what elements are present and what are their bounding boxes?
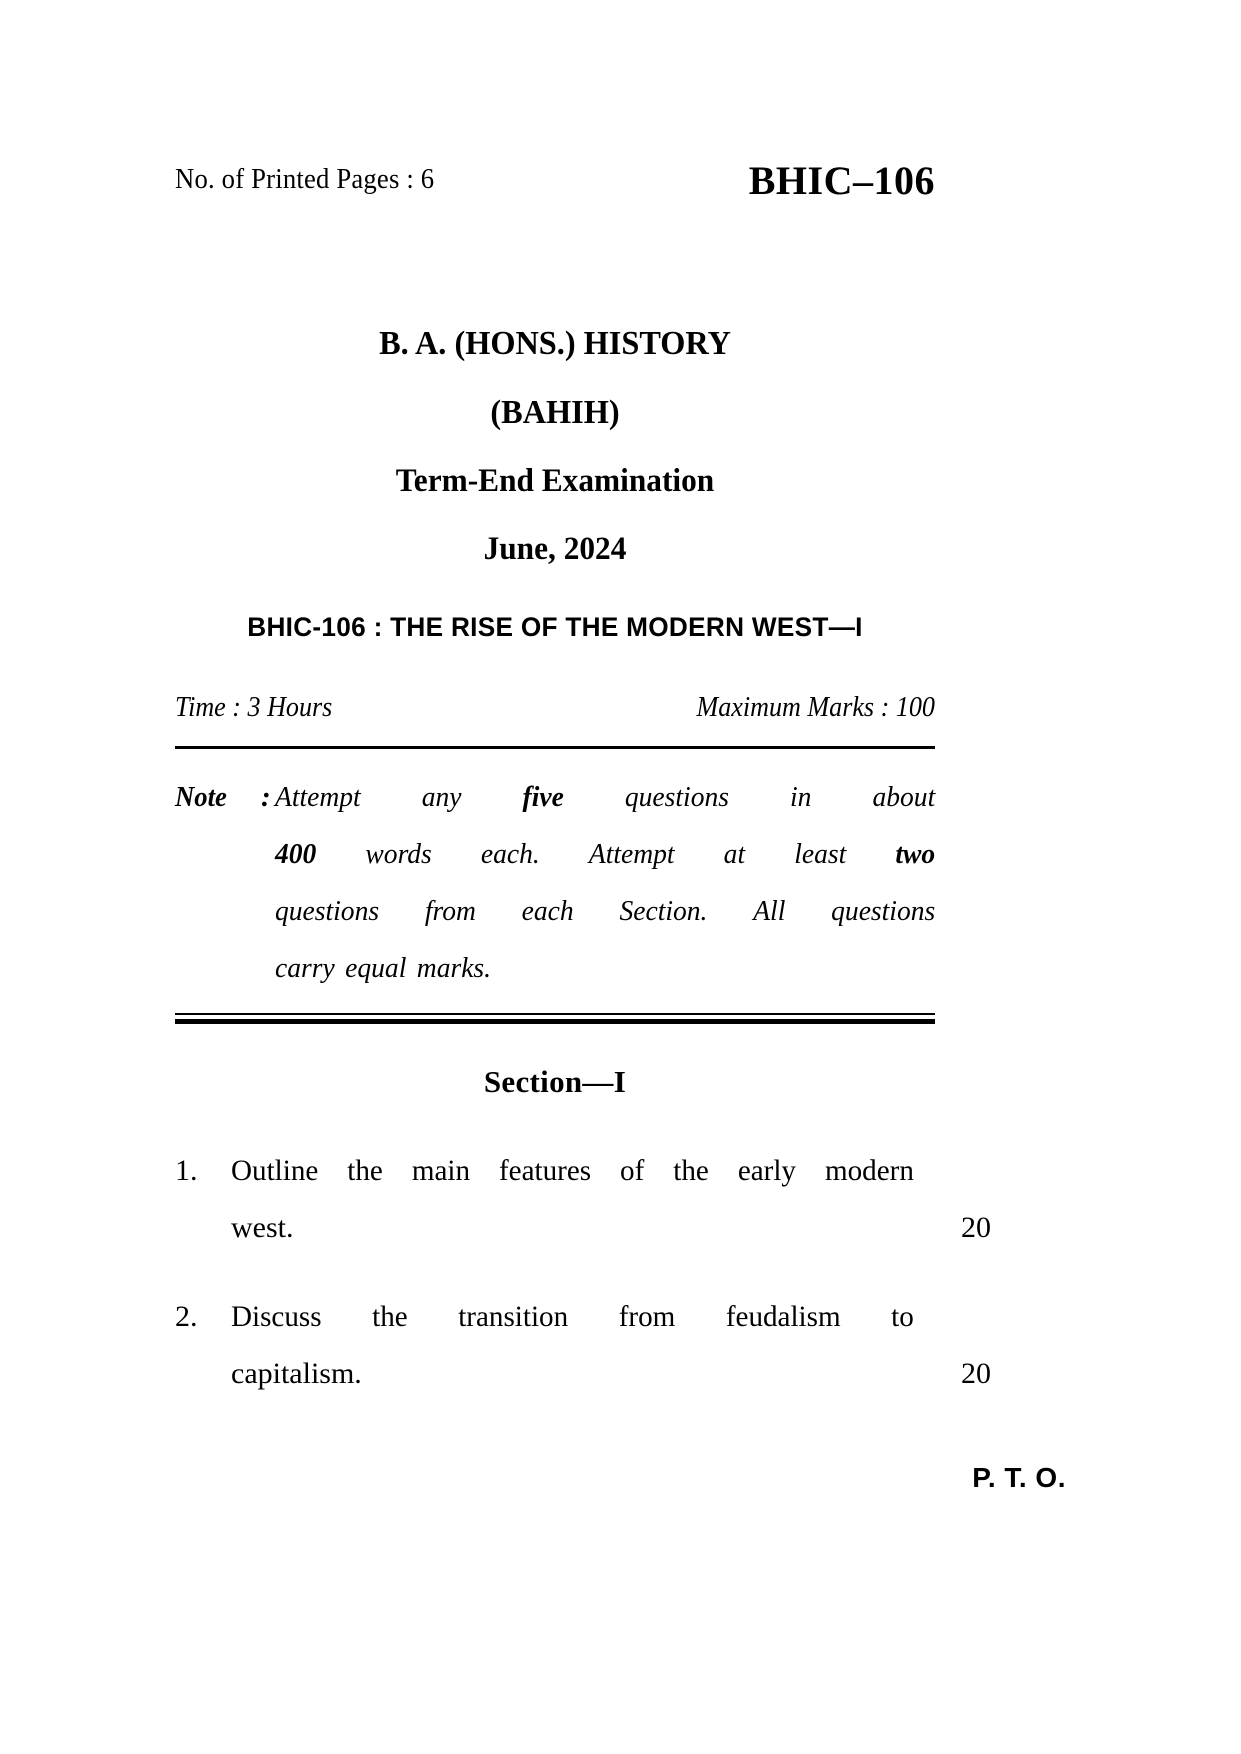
note-word: words xyxy=(365,838,432,870)
note-word: questions xyxy=(275,895,380,927)
question-word: features xyxy=(498,1154,592,1187)
subject-title: BHIC-106 : THE RISE OF THE MODERN WEST—I xyxy=(247,612,863,642)
question-word: early xyxy=(737,1154,796,1187)
question-body xyxy=(231,1288,991,1402)
programme-code-title: (BAHIH) xyxy=(490,394,620,431)
question-number: 1. xyxy=(175,1154,198,1187)
question-marks: 20 xyxy=(961,1211,991,1244)
question-text-line xyxy=(231,1199,991,1256)
examination-session: June, 2024 xyxy=(483,531,627,567)
note-word: each. xyxy=(480,838,540,870)
note-word: equal xyxy=(345,952,407,984)
note-word-emphasis: 400 xyxy=(275,838,317,870)
note-line-4 xyxy=(175,940,935,997)
note-word: each xyxy=(521,895,574,927)
note-text-line-2 xyxy=(275,826,935,883)
question-text-line xyxy=(231,1288,914,1345)
note-word: any xyxy=(421,781,462,813)
question-word: to xyxy=(891,1300,914,1333)
question-word: capitalism. xyxy=(231,1357,362,1390)
divider-thick-rule xyxy=(175,1019,935,1024)
time-allowed: Time : 3 Hours xyxy=(175,691,333,723)
note-word: at xyxy=(723,838,746,870)
question-body xyxy=(231,1142,991,1256)
page-content xyxy=(175,0,991,1434)
note-word: All xyxy=(753,895,786,927)
section-divider xyxy=(175,1013,935,1024)
note-line-2 xyxy=(175,826,935,883)
question-word: main xyxy=(411,1154,471,1187)
note-word-emphasis: five xyxy=(522,781,564,813)
note-colon: : xyxy=(261,781,271,813)
question-word: west. xyxy=(231,1211,294,1244)
question-word: of xyxy=(620,1154,645,1187)
note-word-emphasis: two xyxy=(895,838,936,870)
section-heading: Section—I xyxy=(483,1064,627,1099)
page-header xyxy=(175,158,935,219)
header-divider xyxy=(175,746,935,749)
question-word: Outline xyxy=(231,1154,319,1187)
question-word: Discuss xyxy=(231,1300,322,1333)
examination-type: Term-End Examination xyxy=(395,463,715,499)
course-code: BHIC–106 xyxy=(748,158,935,203)
note-label: Note xyxy=(175,781,227,813)
title-block xyxy=(175,327,935,566)
questions-list xyxy=(175,1142,991,1402)
question-word: the xyxy=(347,1154,383,1187)
note-line-1 xyxy=(175,769,935,826)
maximum-marks: Maximum Marks : 100 xyxy=(696,691,935,723)
page-turn-over-label: P. T. O. xyxy=(972,1462,1066,1493)
note-line-3 xyxy=(175,883,935,940)
note-block xyxy=(175,769,935,997)
note-word: in xyxy=(790,781,812,813)
question-item xyxy=(175,1288,991,1402)
note-word: marks. xyxy=(416,952,492,984)
note-word: questions xyxy=(831,895,936,927)
note-text-line-1 xyxy=(275,769,935,826)
question-item xyxy=(175,1142,991,1256)
question-word: from xyxy=(618,1300,676,1333)
note-word: Attempt xyxy=(588,838,675,870)
question-marks: 20 xyxy=(961,1357,991,1390)
question-word: modern xyxy=(824,1154,914,1187)
question-text-line xyxy=(231,1345,991,1402)
note-text-line-3 xyxy=(275,883,935,940)
question-word: transition xyxy=(458,1300,569,1333)
note-word: about xyxy=(872,781,936,813)
note-word: from xyxy=(424,895,476,927)
question-text-line xyxy=(231,1142,914,1199)
question-word: the xyxy=(372,1300,408,1333)
question-number: 2. xyxy=(175,1300,198,1333)
programme-title: B. A. (HONS.) HISTORY xyxy=(379,325,731,362)
note-text-line-4 xyxy=(275,940,935,997)
question-word: the xyxy=(673,1154,709,1187)
note-word: Section. xyxy=(619,895,708,927)
exam-info-row xyxy=(175,691,935,731)
note-word: questions xyxy=(624,781,729,813)
note-word: Attempt xyxy=(275,781,361,813)
note-word: carry xyxy=(275,952,335,984)
printed-pages-label: No. of Printed Pages : 6 xyxy=(175,163,435,195)
note-word: least xyxy=(794,838,847,870)
question-word: feudalism xyxy=(725,1300,841,1333)
